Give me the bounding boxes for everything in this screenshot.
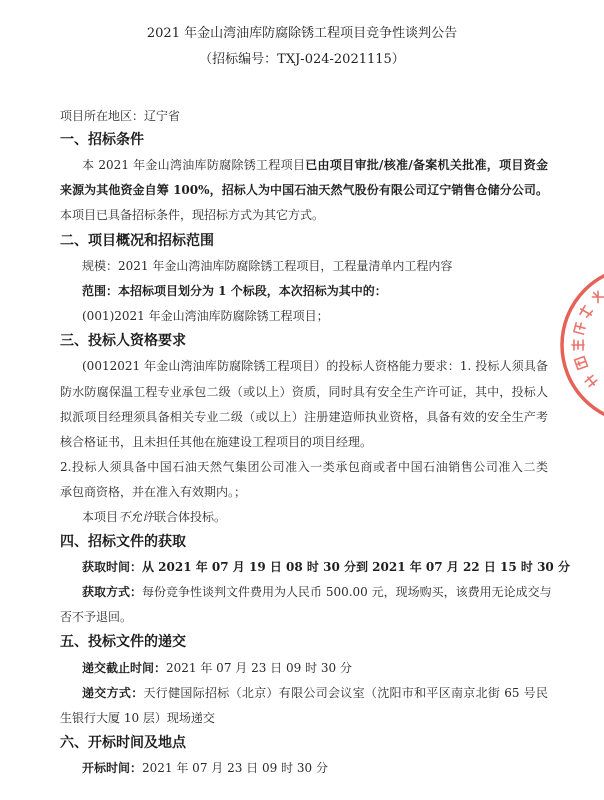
section-heading-project-overview: 二、项目概况和招标范围 (60, 233, 214, 249)
consortium-text-a: 本项目 (82, 510, 119, 524)
project-scale: 规模：2021 年金山湾油库防腐除锈工程项目，工程量清单内工程内容 (82, 259, 453, 273)
tender-conditions-line-2: 来源为其他资金自筹 100%，招标人为中国石油天然气股份有限公司辽宁销售仓储分公司。 (60, 183, 548, 197)
submission-method-label: 递交方式： (82, 686, 144, 700)
document-title: 2021 年金山湾油库防腐除锈工程项目竞争性谈判公告 (146, 26, 458, 41)
bid-opening-time-label: 开标时间： (82, 761, 143, 775)
red-seal-stamp (548, 262, 604, 432)
project-lot: (001)2021 年金山湾油库防腐除锈工程项目； (82, 309, 329, 323)
consortium-text-c: 联合体投标。 (154, 510, 227, 524)
consortium-statement (82, 507, 226, 527)
section-heading-bidder-qualifications: 三、投标人资格要求 (60, 333, 186, 349)
acquisition-time: 获取时间：从 2021 年 07 月 19 日 08 时 30 分到 2021 年 07 月 22 日 15 时 30 分 (82, 560, 570, 574)
qualification-2-line-1: 2.投标人须具备中国石油天然气集团公司准入一类承包商或者中国石油销售公司准入二类 (60, 460, 548, 474)
bid-number: （招标编号：TXJ-024-2021115） (199, 52, 405, 67)
tender-conditions-text: 本 2021 年金山湾油库防腐除锈工程项目 (82, 158, 306, 172)
acquisition-method-label: 获取方式： (82, 585, 143, 599)
qualification-1-line-3: 拟派项目经理须具备相关专业二级（或以上）注册建造师执业资格，具备有效的安全生产考 (60, 410, 548, 424)
submission-deadline-value: 2021 年 07 月 23 日 09 时 30 分 (166, 661, 352, 675)
seal-character-mark (591, 290, 604, 303)
seal-character-mark (574, 322, 586, 334)
submission-method-line-2: 生银行大厦 10 层）现场递交 (60, 711, 215, 725)
seal-character-mark (578, 305, 593, 320)
consortium-text-b: 不允许 (118, 510, 155, 524)
acquisition-method-line-2: 否不予退回。 (60, 610, 133, 624)
section-heading-document-acquisition: 四、招标文件的获取 (60, 534, 186, 550)
seal-character-mark (572, 340, 584, 350)
project-region: 项目所在地区：辽宁省 (60, 109, 181, 123)
section-heading-bid-opening: 六、开标时间及地点 (60, 735, 186, 751)
seal-character-mark (584, 374, 598, 388)
qualification-2-line-2: 承包商资格，并在准入有效期内。； (60, 485, 247, 499)
tender-conditions-line-3: 本项目已具备招标条件，现招标方式为其它方式。 (60, 208, 325, 222)
submission-method-line-1 (82, 683, 548, 703)
submission-method-text: 天行健国际招标（北京）有限公司会议室（沈阳市和平区南京北街 65 号民 (143, 686, 548, 700)
submission-deadline (82, 658, 352, 678)
qualification-1-line-1: (0012021 年金山湾油库防腐除锈工程项目）的投标人资格能力要求：1. 投标人须具备 (82, 359, 548, 373)
qualification-1-line-2: 防水防腐保温工程专业承包二级（或以上）资质，同时具有安全生产许可证，其中，投标人 (60, 385, 548, 399)
bid-opening-time (82, 758, 328, 778)
section-heading-bid-submission: 五、投标文件的递交 (60, 634, 186, 650)
acquisition-method-text: 每份竞争性谈判文件费用为人民币 500.00 元，现场购买，该费用无论成交与 (142, 585, 552, 599)
submission-deadline-label: 递交截止时间： (82, 661, 167, 675)
seal-character-mark (575, 357, 588, 370)
tender-conditions-line-1 (82, 155, 548, 175)
project-scope: 范围：本招标项目划分为 1 个标段，本次招标为其中的： (82, 284, 387, 298)
qualification-1-line-4: 核合格证书，且未担任其他在施建设工程项目的项目经理。 (60, 435, 373, 449)
section-heading-tender-conditions: 一、招标条件 (60, 132, 144, 148)
acquisition-method-line-1 (82, 582, 552, 602)
tender-approval-text: 已由项目审批/核准/备案机关批准，项目资金 (305, 158, 548, 172)
bid-opening-time-value: 2021 年 07 月 23 日 09 时 30 分 (142, 761, 328, 775)
